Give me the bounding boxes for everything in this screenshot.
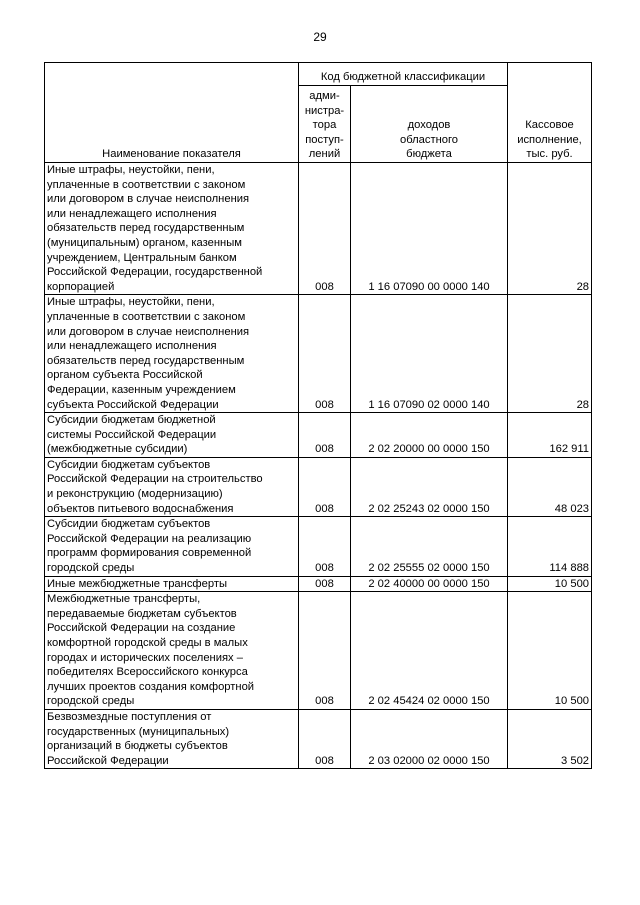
amount-cell: 3 502	[508, 709, 592, 768]
amount-cell: 28	[508, 163, 592, 295]
indicator-name-cell: Субсидии бюджетам субъектов Российской Федерации на строительство и реконструкцию (модернизацию) объектов питьевого водоснабжения	[45, 457, 299, 516]
revenue-code-cell: 2 02 25555 02 0000 150	[351, 517, 508, 576]
revenue-code-cell: 2 03 02000 02 0000 150	[351, 709, 508, 768]
administrator-code-cell: 008	[299, 592, 351, 710]
revenue-code-cell: 2 02 40000 00 0000 150	[351, 576, 508, 592]
indicator-name-cell: Субсидии бюджетам бюджетной системы Российской Федерации (межбюджетные субсидии)	[45, 413, 299, 458]
revenue-code-cell: 1 16 07090 02 0000 140	[351, 295, 508, 413]
indicator-name-cell: Иные межбюджетные трансферты	[45, 576, 299, 592]
revenue-code-cell: 2 02 20000 00 0000 150	[351, 413, 508, 458]
table-row	[45, 295, 592, 413]
indicator-name-cell: Иные штрафы, неустойки, пени, уплаченные в соответствии с законом или договором в случае неисполнения или ненадлежащего исполнения обязательств перед государственным (муниципальным) органом, казенным учреждением, Центральным банком Российской Федерации, государственной корпорацией	[45, 163, 299, 295]
indicator-name-cell: Межбюджетные трансферты, передаваемые бюджетам субъектов Российской Федерации на создание комфортной городской среды в малых городах и исторических поселениях – победителях Всероссийского конкурса лучших проектов создания комфортной городской среды	[45, 592, 299, 710]
header-budget-classification-code: Код бюджетной классификации	[299, 63, 508, 86]
administrator-code-cell: 008	[299, 163, 351, 295]
header-indicator-name: Наименование показателя	[45, 63, 299, 163]
administrator-code-cell: 008	[299, 576, 351, 592]
header-cash-execution: Кассовое исполнение, тыс. руб.	[508, 63, 592, 163]
table-row	[45, 163, 592, 295]
administrator-code-cell: 008	[299, 295, 351, 413]
table-row	[45, 457, 592, 516]
indicator-name-cell: Безвозмездные поступления от государственных (муниципальных) организаций в бюджеты субъектов Российской Федерации	[45, 709, 299, 768]
revenue-code-cell: 2 02 45424 02 0000 150	[351, 592, 508, 710]
header-regional-budget-revenue: доходов областного бюджета	[351, 86, 508, 163]
administrator-code-cell: 008	[299, 517, 351, 576]
administrator-code-cell: 008	[299, 709, 351, 768]
table-header	[45, 63, 592, 163]
page-number: 29	[313, 30, 327, 44]
budget-execution-table	[44, 62, 592, 769]
amount-cell: 10 500	[508, 576, 592, 592]
revenue-code-cell: 1 16 07090 00 0000 140	[351, 163, 508, 295]
amount-cell: 48 023	[508, 457, 592, 516]
amount-cell: 28	[508, 295, 592, 413]
header-revenue-administrator: адми- нистра- тора поступ- лений	[299, 86, 351, 163]
amount-cell: 114 888	[508, 517, 592, 576]
revenue-code-cell: 2 02 25243 02 0000 150	[351, 457, 508, 516]
administrator-code-cell: 008	[299, 457, 351, 516]
table-row	[45, 576, 592, 592]
table-row	[45, 413, 592, 458]
indicator-name-cell: Иные штрафы, неустойки, пени, уплаченные в соответствии с законом или договором в случае неисполнения или ненадлежащего исполнения обязательств перед государственным органом субъекта Российской Федерации, казенным учреждением субъекта Российской Федерации	[45, 295, 299, 413]
table-row	[45, 592, 592, 710]
table-row	[45, 517, 592, 576]
indicator-name-cell: Субсидии бюджетам субъектов Российской Федерации на реализацию программ формирования современной городской среды	[45, 517, 299, 576]
amount-cell: 10 500	[508, 592, 592, 710]
administrator-code-cell: 008	[299, 413, 351, 458]
table-row	[45, 709, 592, 768]
amount-cell: 162 911	[508, 413, 592, 458]
